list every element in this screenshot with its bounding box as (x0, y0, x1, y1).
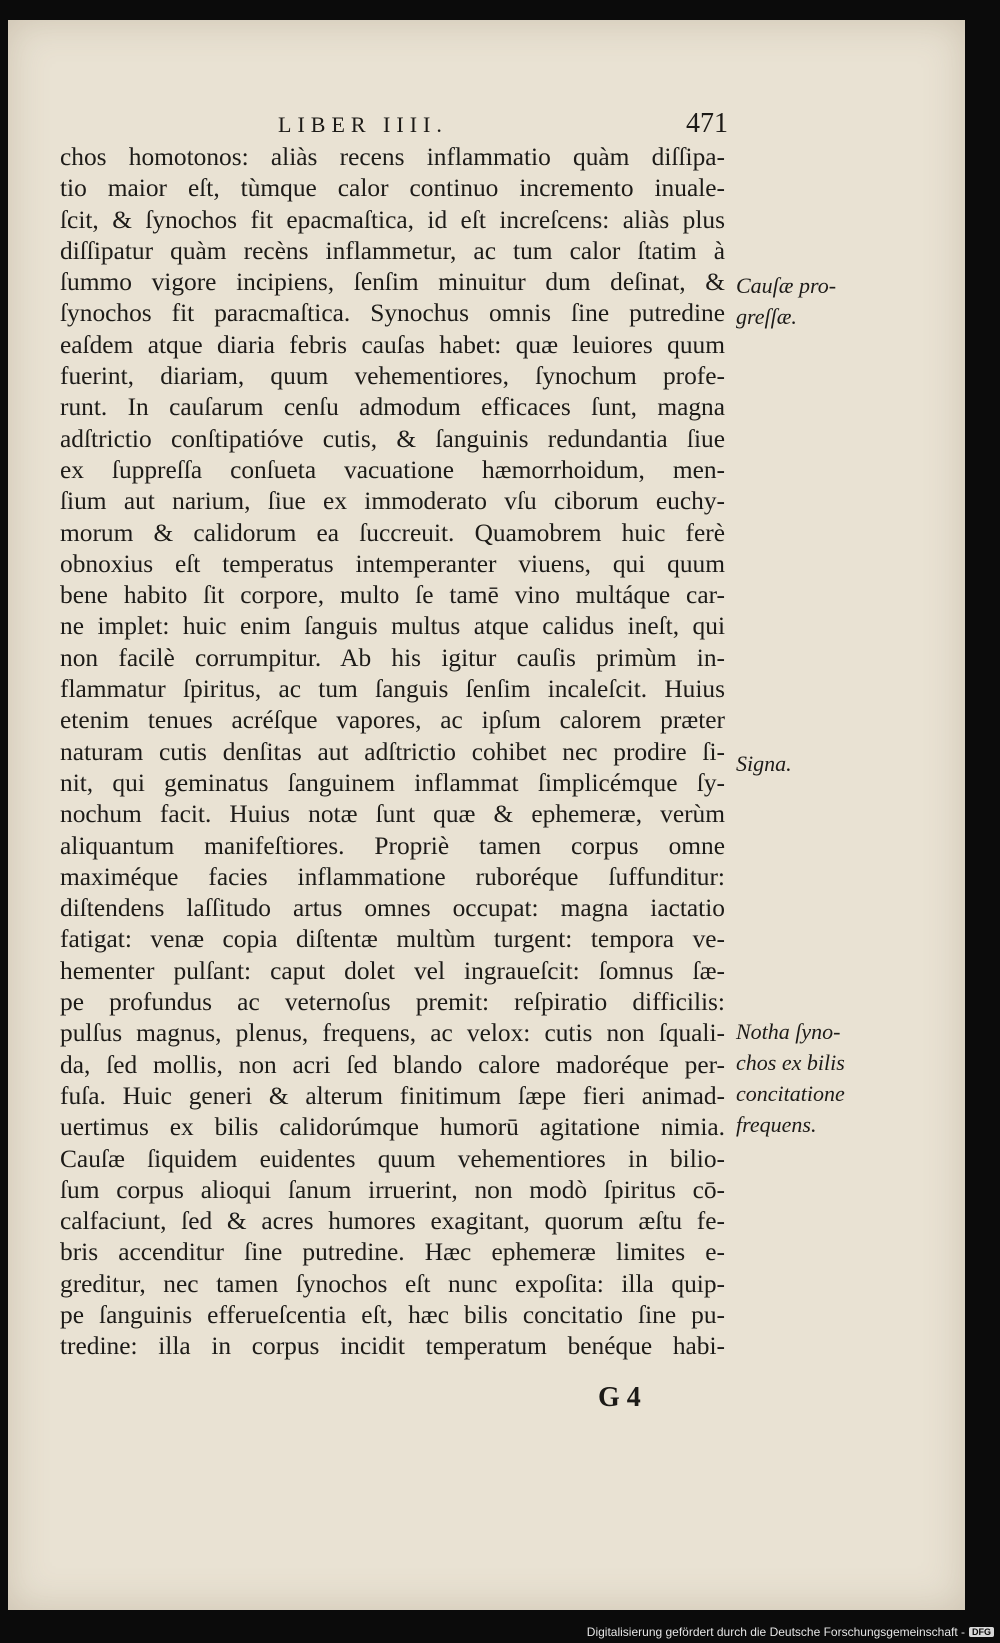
text-line: eaſdem atque diaria febris cauſas habet: quæ leuiores quum (60, 330, 725, 359)
footer-text: Digitalisierung gefördert durch die Deutsche Forschungsgemeinschaft - (586, 1625, 965, 1639)
page-number: 471 (686, 108, 728, 139)
margin-note-signa (736, 748, 792, 779)
text-line: adſtrictio conſtipatióve cutis, & ſanguinis redundantia ſiue (60, 424, 725, 453)
text-line: naturam cutis denſitas aut adſtrictio cohibet nec prodire ſi- (60, 737, 725, 766)
margin-note-line: Cauſæ pro- (736, 273, 837, 298)
text-line: Cauſæ ſiquidem euidentes quum vehementiores in bilio- (60, 1144, 725, 1173)
text-line: nochum facit. Huius notæ ſunt quæ & ephemeræ, verùm (60, 800, 725, 829)
margin-note-line: greſſæ. (736, 304, 797, 329)
margin-note-notha-synochos (736, 1016, 845, 1140)
text-line: obnoxius eſt temperatus intemperanter viuens, qui quum (60, 549, 725, 578)
text-line: maximéque facies inflammatione ruboréque ſuffunditur: (60, 862, 725, 891)
text-line: ſum corpus alioqui ſanum irruerint, non modò ſpiritus cō- (60, 1175, 725, 1204)
body-text (60, 142, 725, 1363)
text-line: uertimus ex bilis calidorúmque humorū agitatione nimia. (60, 1113, 725, 1142)
text-line: ex ſuppreſſa conſueta vacuatione hæmorrhoidum, men- (60, 455, 725, 484)
text-line: ſynochos fit paracmaſtica. Synochus omnis ſine putredine (60, 299, 725, 328)
dfg-logo: DFG (969, 1627, 994, 1637)
running-head: LIBER IIII. (278, 112, 448, 137)
text-line: diſtendens laſſitudo artus omnes occupat: magna iactatio (60, 894, 725, 923)
text-line: fuſa. Huic generi & alterum finitimum ſæpe fieri animad- (60, 1081, 725, 1110)
text-line: hementer pulſant: caput dolet vel ingraueſcit: ſomnus ſæ- (60, 956, 725, 985)
text-line: diſſipatur quàm recèns inflammetur, ac tum calor ſtatim à (60, 236, 725, 265)
margin-note-line: Notha ſyno- (736, 1019, 841, 1044)
text-line: tredine: illa in corpus incidit temperatum benéque habi- (60, 1332, 725, 1361)
signature-mark: G 4 (598, 1382, 641, 1413)
text-line: bene habito ſit corpore, multo ſe tamē vino multáque car- (60, 581, 725, 610)
text-line: morum & calidorum ea ſuccreuit. Quamobrem huic ferè (60, 518, 725, 547)
text-line: pe profundus ac veternoſus premit: reſpiratio difficilis: (60, 988, 725, 1017)
text-line: ne implet: huic enim ſanguis multus atque calidus ineſt, qui (60, 612, 725, 641)
text-line: aliquantum manifeſtiores. Propriè tamen corpus omne (60, 831, 725, 860)
margin-note-line: frequens. (736, 1112, 817, 1137)
margin-note-causae-progressae (736, 270, 836, 332)
footer-credit (587, 1625, 994, 1639)
text-line: fuerint, diariam, quum vehementiores, ſynochum profe- (60, 362, 725, 391)
text-line: da, ſed mollis, non acri ſed blando calore madoréque per- (60, 1050, 725, 1079)
text-line: chos homotonos: aliàs recens inflammatio quàm diſſipa- (60, 143, 725, 171)
text-line: tio maior eſt, tùmque calor continuo incremento inuale- (60, 174, 725, 203)
text-line: ſummo vigore incipiens, ſenſim minuitur dum deſinat, & (60, 268, 725, 297)
text-line: runt. In cauſarum cenſu admodum efficaces ſunt, magna (60, 393, 725, 422)
book-page (8, 20, 965, 1610)
text-line: etenim tenues acréſque vapores, ac ipſum calorem præter (60, 706, 725, 735)
text-line: ſcit, & ſynochos fit epacmaſtica, id eſt increſcens: aliàs plus (60, 205, 725, 234)
text-line: fatigat: venæ copia diſtentæ multùm turgent: tempora ve- (60, 925, 725, 954)
text-line: pulſus magnus, plenus, frequens, ac velox: cutis non ſquali- (60, 1019, 725, 1048)
margin-note-line: concitatione (736, 1081, 845, 1106)
text-line: nit, qui geminatus ſanguinem inflammat ſimplicémque ſy- (60, 768, 725, 797)
text-line: ſium aut narium, ſiue ex immoderato vſu ciborum euchy- (60, 487, 725, 516)
margin-note-line: Signa. (736, 751, 792, 776)
text-line: flammatur ſpiritus, ac tum ſanguis ſenſim incaleſcit. Huius (60, 675, 725, 704)
text-line: calfaciunt, ſed & acres humores exagitant, quorum æſtu fe- (60, 1207, 725, 1236)
margin-note-line: chos ex bilis (736, 1050, 845, 1075)
text-line: pe ſanguinis efferueſcentia eſt, hæc bilis concitatio ſine pu- (60, 1300, 725, 1329)
text-line: bris accenditur ſine putredine. Hæc ephemeræ limites e- (60, 1238, 725, 1267)
text-line: non facilè corrumpitur. Ab his igitur cauſis primùm in- (60, 643, 725, 672)
text-line: greditur, nec tamen ſynochos eſt nunc expoſita: illa quip- (60, 1269, 725, 1298)
